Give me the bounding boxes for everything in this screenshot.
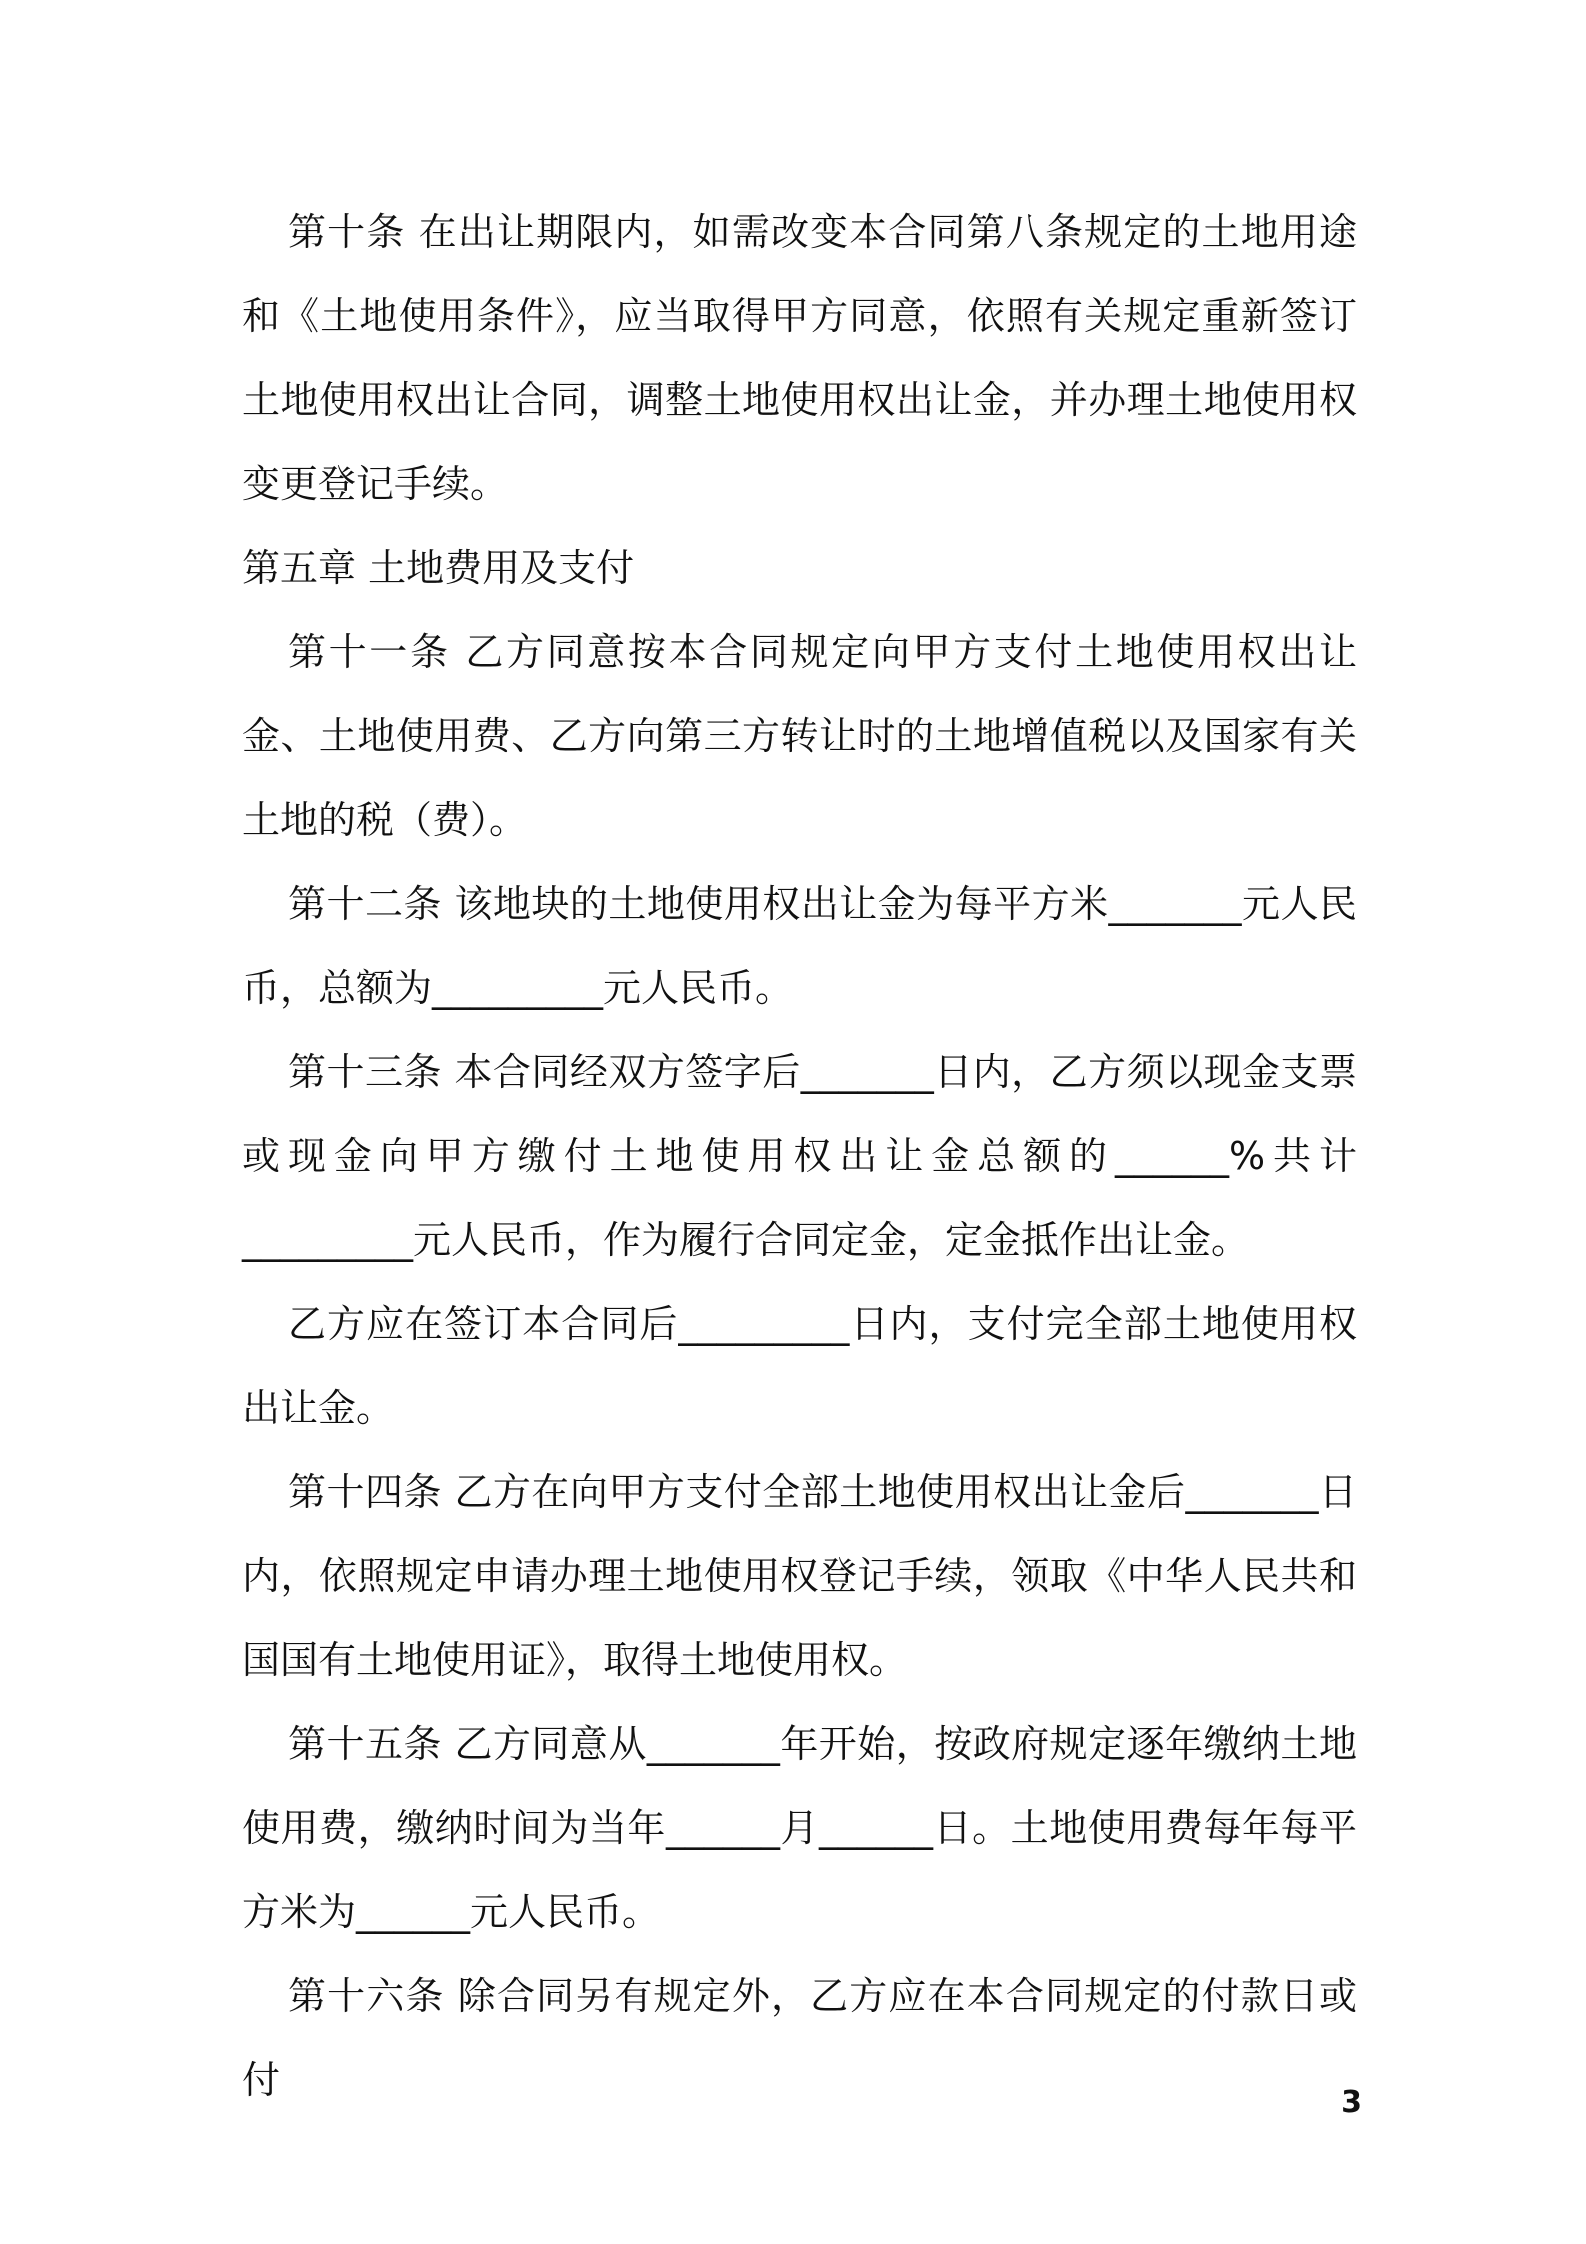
- article-13-payment: 乙方应在签订本合同后_________日内，支付完全部土地使用权出让金。: [242, 1302, 1357, 1430]
- article-16: 第十六条 除合同另有规定外，乙方应在本合同规定的付款日或付: [242, 1974, 1357, 2102]
- article-12: 第十二条 该地块的土地使用权出让金为每平方米_______元人民币，总额为_________元人民币。: [242, 882, 1357, 1010]
- page-number: 3: [1341, 2085, 1362, 2120]
- article-13: 第十三条 本合同经双方签字后_______日内，乙方须以现金支票或现金向甲方缴付土地使用权出让金总额的______%共计_________元人民币，作为履行合同定金，定金抵作出让金。: [242, 1050, 1357, 1262]
- document-body: [242, 190, 1357, 2122]
- article-15: 第十五条 乙方同意从_______年开始，按政府规定逐年缴纳土地使用费，缴纳时间为当年______月______日。土地使用费每年每平方米为______元人民币。: [242, 1722, 1357, 1934]
- article-14: 第十四条 乙方在向甲方支付全部土地使用权出让金后_______日内，依照规定申请办理土地使用权登记手续，领取《中华人民共和国国有土地使用证》，取得土地使用权。: [242, 1470, 1357, 1682]
- article-11: 第十一条 乙方同意按本合同规定向甲方支付土地使用权出让金、土地使用费、乙方向第三方转让时的土地增值税以及国家有关土地的税（费）。: [242, 630, 1357, 842]
- article-10: 第十条 在出让期限内，如需改变本合同第八条规定的土地用途和《土地使用条件》，应当取得甲方同意，依照有关规定重新签订土地使用权出让合同，调整土地使用权出让金，并办理土地使用权变更登记手续。: [242, 210, 1357, 506]
- chapter-5-heading: 第五章 土地费用及支付: [242, 546, 635, 590]
